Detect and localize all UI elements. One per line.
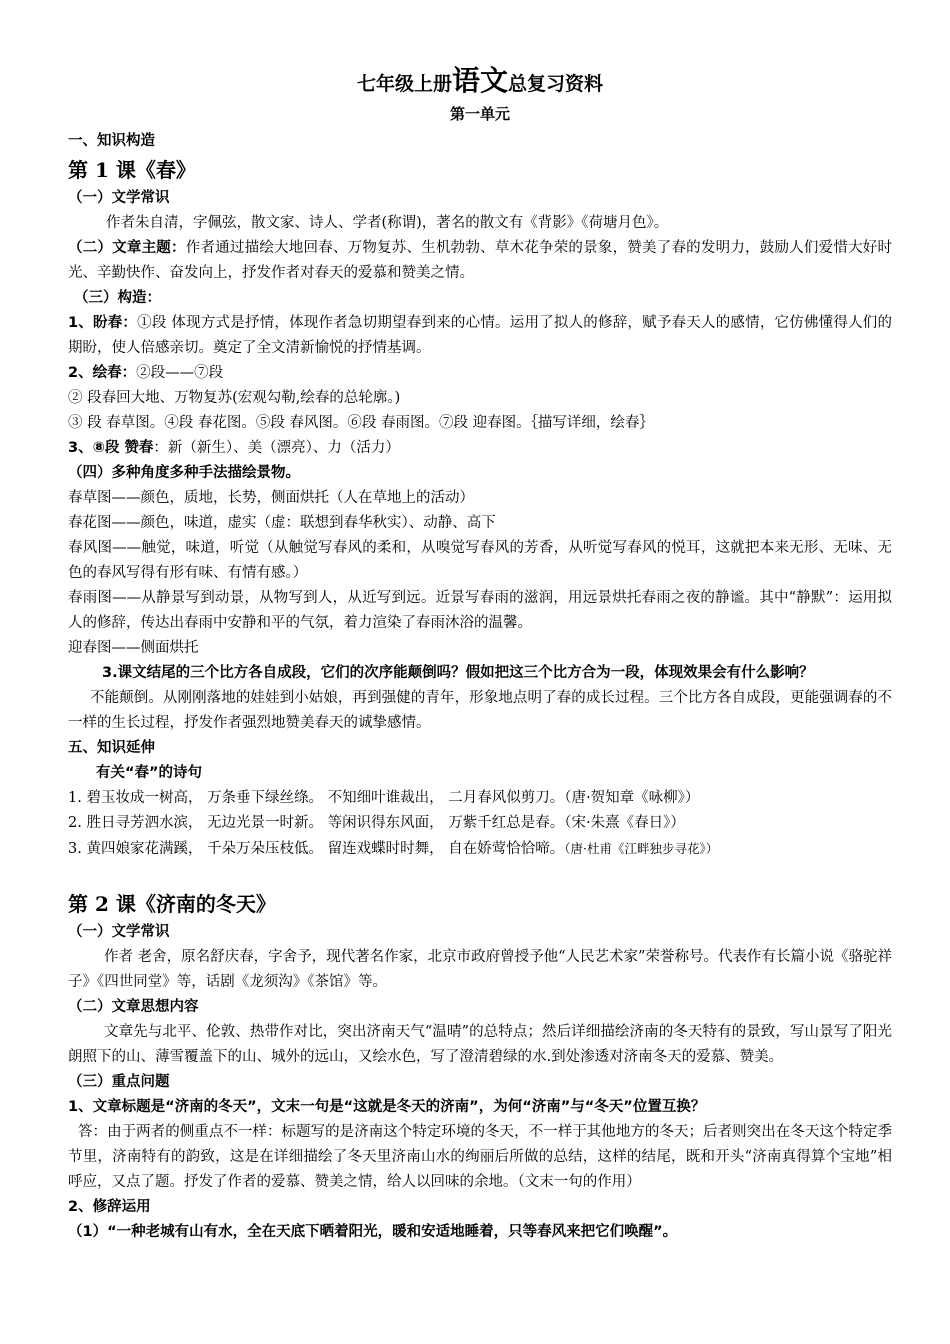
lesson-2-key-heading: （三）重点问题 — [68, 1074, 170, 1090]
title-suffix: 总复习资料 — [508, 73, 604, 95]
lesson-2-idea-text: 文章先与北平、伦敦、热带作对比，突出济南天气“温晴”的总特点；然后详细描绘济南的冬天特有的景致，写山景写了阳光朗照下的山、薄雪覆盖下的山、城外的远山，又绘水色，写了澄清碧绿的水.到处渗透对济南冬天的爱慕、赞美。 — [68, 1024, 892, 1065]
lesson-1-theme — [68, 236, 892, 286]
theme-text: 作者通过描绘大地回春、万物复苏、生机勃勃、草木花争荣的景象，赞美了春的发明力，鼓励人们爱惜大好时光、辛勤快作、奋发向上，抒发作者对春天的爱慕和赞美之情。 — [68, 240, 893, 281]
part-2-text: ②段——⑦段 — [136, 365, 224, 381]
scene-rain: 春雨图——从静景写到动景，从物写到人，从近写到远。近景写春雨的滋润，用远景烘托春雨之夜的静谧。其中“静默”：运用拟人的修辞，传达出春雨中安静和平的气氛，着力渲染了春雨沐浴的温馨。 — [68, 590, 892, 631]
lesson-2-literature-heading: （一）文学常识 — [68, 924, 170, 940]
lesson-2-heading: 第 2 课《济南的冬天》 — [68, 892, 276, 916]
theme-label: （二）文章主题： — [68, 240, 186, 256]
lesson-1-question-3: 3.课文结尾的三个比方各自成段，它们的次序能颠倒吗？假如把这三个比方合为一段，体现效果会有什么影响？ — [102, 665, 814, 681]
document-page — [68, 64, 892, 1245]
part-2-label: 2、绘春： — [68, 365, 137, 381]
poem-3-source: （唐·杜甫《江畔独步寻花》） — [564, 841, 719, 856]
lesson-2-answer-1: 答：由于两者的侧重点不一样：标题写的是济南这个特定环境的冬天，不一样于其他地方的冬天；后者则突出在冬天这个特定季节里，济南特有的韵致，这是在详细描绘了冬天里济南山水的绚丽后所做的总结，这样的结尾，既和开头“济南真得算个宝地”相呼应，又点了题。抒发了作者的爱慕、赞美之情，给人以回味的余地。（文末一句的作用） — [68, 1124, 892, 1190]
title-emphasis: 语文 — [451, 64, 508, 97]
lesson-1-literature-text: 作者朱自清，字佩弦，散文家、诗人、学者(称谓)，著名的散文有《背影》《荷塘月色》。 — [106, 215, 669, 231]
scene-wind: 春风图——触觉，味道，听觉（从触觉写春风的柔和，从嗅觉写春风的芳香，从听觉写春风的悦耳，这就把本来无形、无味、无色的春风写得有形有味、有情有感。） — [68, 540, 892, 581]
lesson-1-literature-heading: （一）文学常识 — [68, 190, 170, 206]
lesson-2-literature-text: 作者 老舍，原名舒庆春，字舍予，现代著名作家，北京市政府曾授予他“人民艺术家”荣誉称号。代表作有长篇小说《骆驼祥子》《四世同堂》等，话剧《龙须沟》《茶馆》等。 — [68, 949, 892, 990]
extension-heading: 五、知识延伸 — [68, 740, 155, 756]
poem-1: 1. 碧玉妆成一树高， 万条垂下绿丝绦。 不知细叶谁裁出， 二月春风似剪刀。（唐·贺知章《咏柳》） — [68, 790, 700, 806]
lesson-1-structure-heading: （三）构造： — [74, 290, 161, 306]
part-3-label: 3、⑧段 赞春 — [68, 440, 154, 456]
lesson-2-idea-heading: （二）文章思想内容 — [68, 999, 199, 1015]
lesson-1-part-2-line-1: ② 段春回大地、万物复苏(宏观勾勒,绘春的总轮廓。) — [68, 390, 401, 406]
part-1-text: ①段 体现方式是抒情，体现作者急切期望春到来的心情。运用了拟人的修辞，赋予春天人的感情，它仿佛懂得人们的期盼，使人倍感亲切。奠定了全文清新愉悦的抒情基调。 — [68, 315, 893, 356]
lesson-2-question-2-1: （1）“一种老城有山有水，全在天底下晒着阳光，暖和安适地睡着，只等春风来把它们唤醒”。 — [68, 1224, 678, 1240]
spacer — [68, 862, 892, 888]
scene-welcome: 迎春图——侧面烘托 — [68, 640, 199, 656]
lesson-1-answer-3: 不能颠倒。从刚刚落地的娃娃到小姑娘，再到强健的青年，形象地点明了春的成长过程。三个比方各自成段，更能强调春的不一样的生长过程，抒发作者强烈地赞美春天的诚挚感情。 — [68, 690, 892, 731]
lesson-2-question-2: 2、修辞运用 — [68, 1199, 151, 1215]
lesson-1-angles-heading: （四）多种角度多种手法描绘景物。 — [68, 465, 300, 481]
poem-3-text: 3. 黄四娘家花满蹊， 千朵万朵压枝低。 留连戏蝶时时舞， 自在娇莺恰恰啼。 — [68, 841, 565, 857]
lesson-1-part-2-line-2: ③ 段 春草图。④段 春花图。⑤段 春风图。⑥段 春雨图。⑦段 迎春图。｛描写详细，绘春｝ — [68, 415, 654, 431]
lesson-1-part-2 — [68, 361, 892, 386]
section-heading: 一、知识构造 — [68, 133, 155, 149]
scene-grass: 春草图——颜色，质地，长势，侧面烘托（人在草地上的活动） — [68, 490, 474, 506]
document-title — [68, 64, 892, 101]
lesson-1-heading: 第 1 课《春》 — [68, 158, 196, 182]
part-3-text: ：新（新生）、美（漂亮）、力（活力） — [153, 440, 400, 456]
poem-2: 2. 胜日寻芳泗水滨， 无边光景一时新。 等闲识得东风面， 万紫千红总是春。（宋·朱熹《春日》） — [68, 815, 685, 831]
poem-heading: 有关“春”的诗句 — [96, 765, 203, 781]
part-1-label: 1、盼春： — [68, 315, 138, 331]
title-prefix: 七年级上册 — [356, 73, 452, 95]
unit-heading: 第一单元 — [449, 105, 510, 123]
lesson-2-question-1: 1、文章标题是“济南的冬天”，文末一句是“这就是冬天的济南”，为何“济南”与“冬天”位置互换？ — [68, 1099, 706, 1115]
lesson-1-part-3 — [68, 436, 892, 461]
lesson-1-part-1 — [68, 311, 892, 361]
poem-3 — [68, 836, 892, 862]
scene-flower: 春花图——颜色，味道，虚实（虚：联想到春华秋实）、动静、高下 — [68, 515, 496, 531]
